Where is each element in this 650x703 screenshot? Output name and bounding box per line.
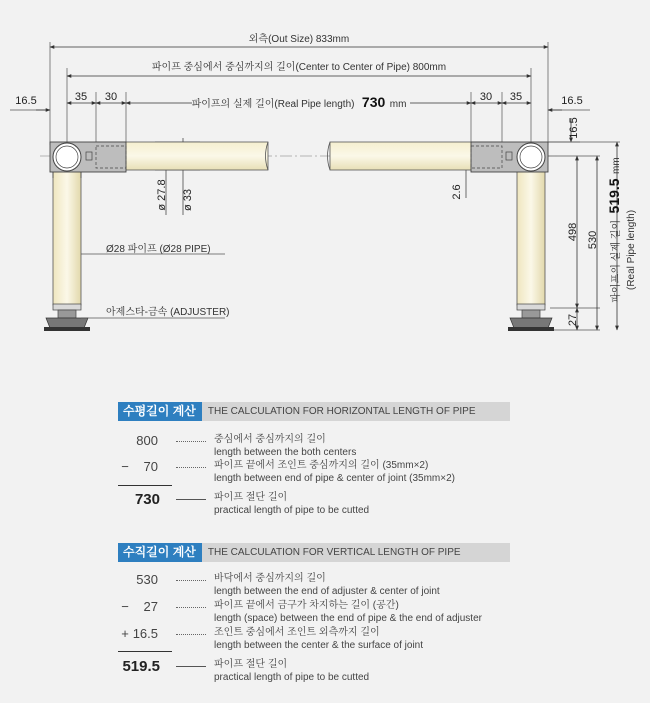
calc-desc-ko: 바닥에서 중심까지의 길이 <box>214 573 326 584</box>
horizontal-calc-row <box>118 459 518 487</box>
leader-line <box>176 441 206 442</box>
calc-desc-en: length between the center & the surface of joint <box>214 640 424 651</box>
dim-diameter-27-8: ø 27.8 <box>156 179 168 211</box>
horizontal-calc-title-ko: 수평길이 계산 <box>118 402 202 421</box>
dim-27: 27 <box>567 313 579 327</box>
vertical-calc-row <box>118 599 518 627</box>
calc-sign: − <box>121 599 129 614</box>
vertical-calc-total <box>118 658 518 686</box>
calc-desc-en: practical length of pipe to be cutted <box>214 672 370 683</box>
leader-line <box>176 499 206 500</box>
dim-30-right: 30 <box>479 91 493 103</box>
adjuster-right <box>508 304 554 331</box>
dim-2-6: 2.6 <box>451 184 463 200</box>
horizontal-calc-header <box>118 402 510 421</box>
dim-30-left: 30 <box>104 91 118 103</box>
calc-sign: + <box>121 626 129 641</box>
calc-desc-en: practical length of pipe to be cutted <box>214 505 370 516</box>
calc-desc-ko: 파이프 절단 길이 <box>214 659 288 670</box>
joint-right <box>471 142 548 172</box>
dim-diameter-33: ø 33 <box>182 188 194 212</box>
adjuster-left <box>44 304 90 331</box>
real-pipe-label: 파이프의 실제 길이(Real Pipe length) 730 mm <box>191 94 407 110</box>
dim-35-left: 35 <box>74 91 88 103</box>
vertical-real-pipe-label-en: (Real Pipe length) <box>626 209 637 291</box>
vertical-calc-title-en: THE CALCULATION FOR VERTICAL LENGTH OF PIPE <box>207 547 461 558</box>
calc-value: 27 <box>143 599 158 614</box>
vertical-calc-row <box>118 572 518 600</box>
adjuster-label: 아제스타-금속 (ADJUSTER) <box>106 307 230 318</box>
calc-total-value: 519.5 <box>122 658 160 675</box>
calc-desc-en: length (space) between the end of pipe & the end of adjuster <box>214 613 482 624</box>
calc-desc-ko: 파이프 끝에서 조인트 중심까지의 길이 (35mm×2) <box>214 460 429 471</box>
center-size-label: 파이프 중심에서 중심까지의 길이(Center to Center of Pipe) 800mm <box>151 62 447 73</box>
calc-value: 16.5 <box>132 626 158 641</box>
dim-35-right: 35 <box>509 91 523 103</box>
horizontal-calc-row <box>118 433 518 461</box>
vertical-pipe-left <box>53 171 81 305</box>
calc-desc-en: length between the end of adjuster & center of joint <box>214 586 440 597</box>
calc-sign: − <box>121 459 129 474</box>
calc-value: 70 <box>143 459 158 474</box>
dim-530: 530 <box>587 230 599 250</box>
out-size-label: 외측(Out Size) 833mm <box>248 34 350 45</box>
calc-desc-ko: 조인트 중심에서 조인트 외측까지 길이 <box>214 627 380 638</box>
calc-value: 530 <box>136 572 158 587</box>
leader-line <box>176 607 206 608</box>
leader-line <box>176 580 206 581</box>
vertical-real-pipe-label: 파이프의 실제 길이 519.5 mm <box>606 157 622 303</box>
vertical-calc-title-ko: 수직길이 계산 <box>118 543 202 562</box>
calc-value: 800 <box>136 433 158 448</box>
calc-desc-ko: 파이프 끝에서 금구가 차지하는 길이 (공간) <box>214 600 399 611</box>
dim-16-5-vertical: 16.5 <box>568 117 580 139</box>
vertical-calculation <box>118 543 510 683</box>
vertical-pipe-right <box>517 171 545 305</box>
leader-line <box>176 467 206 468</box>
horizontal-calc-total <box>118 491 518 519</box>
vertical-calc-header <box>118 543 510 562</box>
dim-16-5-left: 16.5 <box>15 95 37 107</box>
leader-line <box>176 666 206 667</box>
calc-desc-en: length between the both centers <box>214 447 357 458</box>
extension-lines <box>10 42 590 145</box>
calc-desc-en: length between end of pipe & center of joint (35mm×2) <box>214 473 455 484</box>
calc-desc-ko: 파이프 절단 길이 <box>214 492 288 503</box>
pipe-label: Ø28 파이프 (Ø28 PIPE) <box>106 244 211 255</box>
vertical-calc-row <box>118 626 518 654</box>
sum-rule <box>118 485 172 486</box>
dim-498: 498 <box>567 222 579 242</box>
dim-16-5-right: 16.5 <box>561 95 583 107</box>
calc-total-value: 730 <box>134 491 160 508</box>
calc-desc-ko: 중심에서 중심까지의 길이 <box>214 434 326 445</box>
sum-rule <box>118 651 172 652</box>
horizontal-calc-title-en: THE CALCULATION FOR HORIZONTAL LENGTH OF PIPE <box>207 406 476 417</box>
leader-line <box>176 634 206 635</box>
horizontal-calculation <box>118 402 510 516</box>
